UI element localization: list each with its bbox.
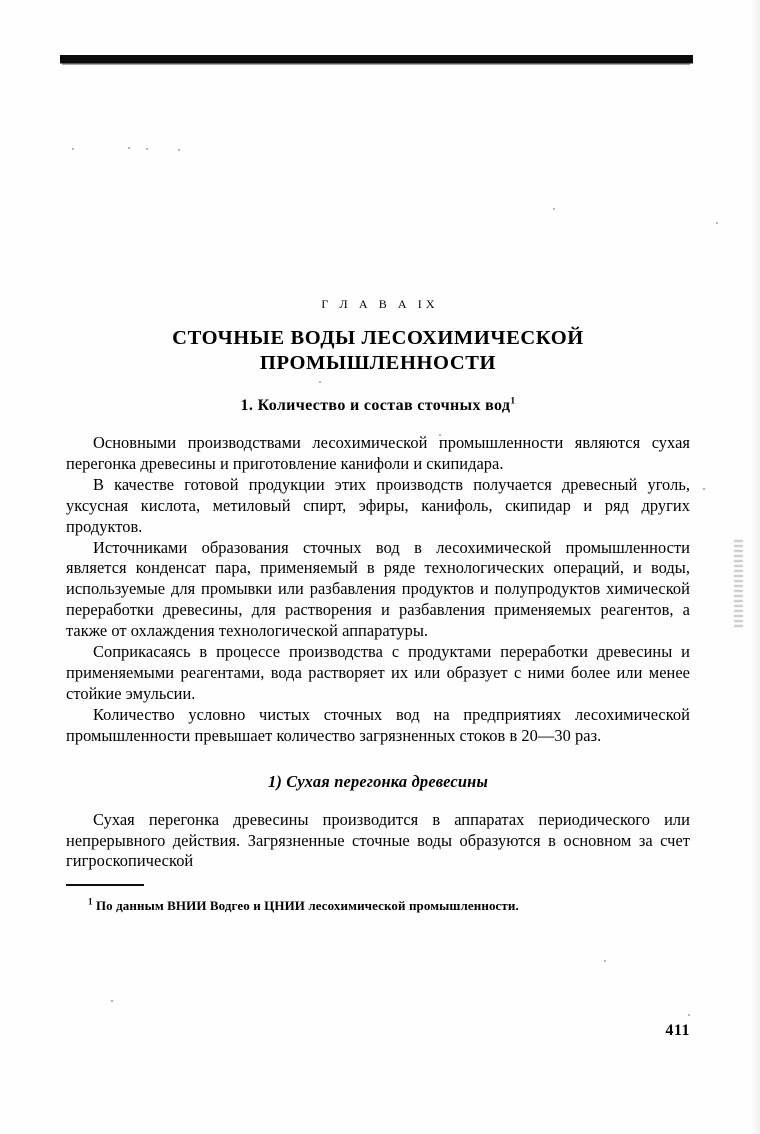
paragraph: Соприкасаясь в процессе производства с продуктами переработки древесины и применяемыми реагентами, вода растворяет их или образует с ними более или менее стойкие эмульсии. <box>66 642 690 703</box>
section-heading <box>66 396 690 416</box>
subsection-heading: 1) Сухая перегонка древесины <box>267 771 489 791</box>
footnote-line <box>66 897 690 914</box>
paper-speck <box>703 488 705 490</box>
footnote-area <box>66 884 690 914</box>
footnote-separator-rule <box>66 884 144 886</box>
body-text-continued <box>66 810 690 873</box>
page-title <box>66 326 690 376</box>
footnote-reference-marker: 1 <box>510 396 516 407</box>
paper-speck <box>111 1000 113 1002</box>
chapter-title-line-2: ПРОМЫШЛЕННОСТИ <box>259 352 497 374</box>
footnote-text: По данным ВНИИ Водгео и ЦНИИ лесохимической промышленности. <box>92 898 519 914</box>
footnote-marker: 1 <box>88 896 93 907</box>
chapter-title-line-1: СТОЧНЫЕ ВОДЫ ЛЕСОХИМИЧЕСКОЙ <box>172 327 584 349</box>
paper-speck <box>604 960 606 962</box>
paper-speck <box>688 1014 690 1016</box>
chapter-label: Г Л А В А IX <box>321 297 439 311</box>
scan-edge-artifact <box>746 0 760 1134</box>
paragraph: Сухая перегонка древесины производится в аппаратах периодического или непрерывного действия. Загрязненные сточные воды образуются в основном за счет гигроскопической <box>66 809 690 871</box>
scan-blot-artifact <box>734 540 743 630</box>
paragraph: В качестве готовой продукции этих производств получается древесный уголь, уксусная кислота, метиловый спирт, эфиры, канифоль, скипидар и ряд других продуктов. <box>66 474 690 536</box>
body-text <box>66 433 690 747</box>
paper-speck <box>716 222 718 224</box>
footnote <box>66 897 690 914</box>
paragraph: Количество условно чистых сточных вод на предприятиях лесохимической промышленности превышает количество загрязненных стоков в 20—30 раз. <box>66 704 690 745</box>
paragraph: Источниками образования сточных вод в лесохимической промышленности является конденсат пара, применяемый в ряде технологических операций, и воды, используемые для промывки или разбавления продуктов и полупродуктов химической переработки древесины, для растворения и разбавления применяемых реагентов, а также от охлаждения технологической аппаратуры. <box>66 537 690 641</box>
section-heading-text: 1. Количество и состав сточных вод <box>240 397 511 414</box>
text-column <box>66 0 690 914</box>
page-number: 411 <box>665 1022 690 1039</box>
paragraph: Основными производствами лесохимической промышленности являются сухая перегонка древесины и приготовление канифоли и скипидара. <box>66 433 690 473</box>
